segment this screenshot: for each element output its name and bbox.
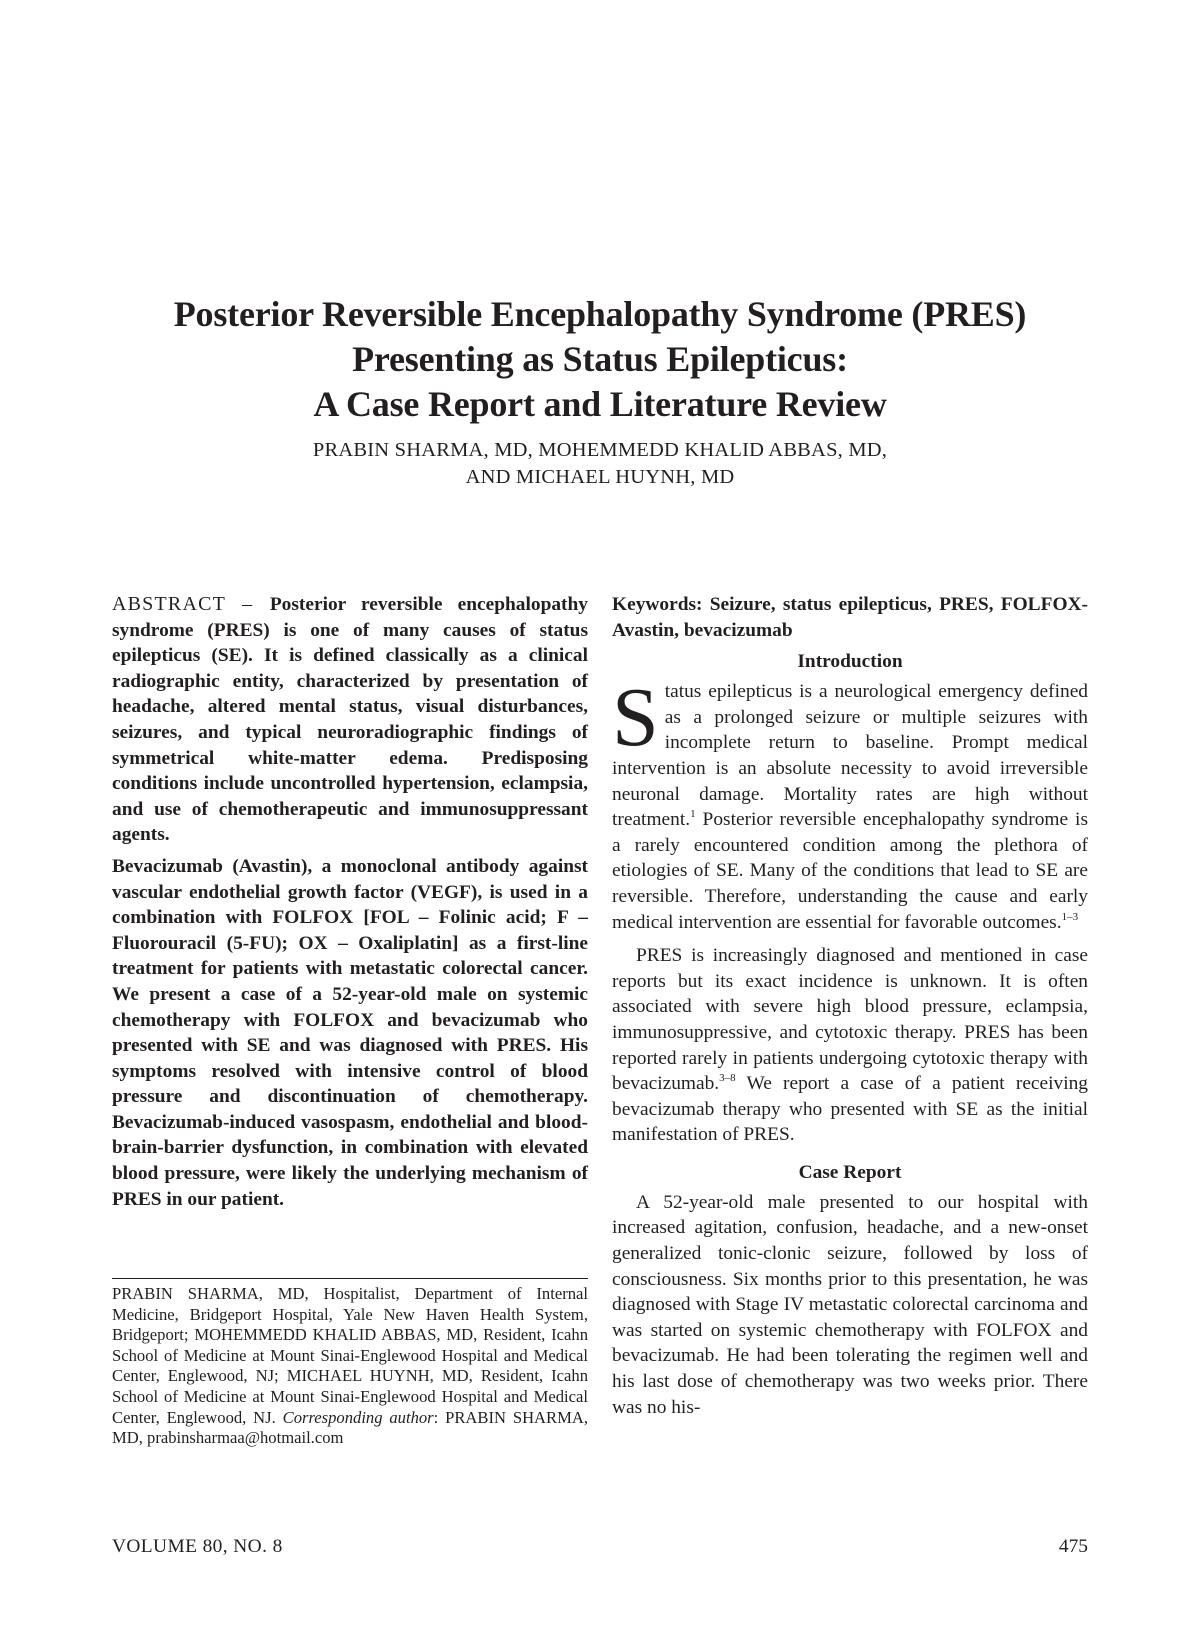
citation-ref: 1 xyxy=(690,808,696,821)
introduction-paragraph-2 xyxy=(612,943,1088,1148)
intro-text-2a: PRES is increasingly diagnosed and mentioned in case reports but its exact incidence is unknown. It is often associated with severe high blood pressure, eclampsia, immunosuppressive, and cytotoxic therapy. PRES has been reported rarely in patients undergoing cytotoxic therapy with bevacizumab. xyxy=(612,945,1088,1095)
abstract-paragraph-2: Bevacizumab (Avastin), a monoclonal antibody against vascular endothelial growth factor (VEGF), is used in a combination with FOLFOX [FOL – Folinic acid; F – Fluorouracil (5-FU); OX – Oxaliplatin] as a first-line treatment for patients with metastatic colorectal cancer. We present a case of a 52-year-old male on systemic chemotherapy with FOLFOX and bevacizumab who presented with SE and was diagnosed with PRES. His symptoms resolved with intensive control of blood pressure and discontinuation of chemotherapy. Bevacizumab-induced vasospasm, endothelial and blood-brain-barrier dysfunction, in combination with elevated blood pressure, were likely the underlying mechanism of PRES in our patient. xyxy=(112,855,588,1210)
introduction-paragraph-1 xyxy=(612,671,1088,935)
page-number: 475 xyxy=(1058,1536,1088,1557)
case-report-heading: Case Report xyxy=(798,1161,902,1183)
intro-text-1b: Posterior reversible encephalopathy syndrome is a rarely encountered condition among the plethora of etiologies of SE. Many of the conditions that lead to SE are reversible. Therefore, understanding the cause and early medical intervention are essential for favorable outcomes. xyxy=(612,809,1088,933)
abstract-label: ABSTRACT – xyxy=(112,593,270,615)
abstract-paragraph-1 xyxy=(112,592,588,848)
article-title xyxy=(100,292,1100,427)
title-line-3: A Case Report and Literature Review xyxy=(313,384,887,424)
abstract-text-1: Posterior reversible encephalopathy syndrome (PRES) is one of many causes of status epilepticus (SE). It is defined classically as a clinical radiographic entity, characterized by presentation of headache, altered mental status, visual disturbances, seizures, and typical neuroradiographic findings of symmetrical white-matter edema. Predisposing conditions include uncontrolled hypertension, eclampsia, and use of chemotherapeutic and immunosuppressant agents. xyxy=(112,594,588,846)
title-line-2: Presenting as Status Epilepticus: xyxy=(352,339,848,379)
intro-text-2b: We report a case of a patient receiving bevacizumab therapy who presented with SE as the initial manifestation of PRES. xyxy=(612,1073,1088,1146)
case-report-paragraph-1: A 52-year-old male presented to our hospital with increased agitation, confusion, headache, and a new-onset generalized tonic-clonic seizure, followed by loss of consciousness. Six months prior to this presentation, he was diagnosed with Stage IV metastatic colorectal carcinoma and was started on systemic chemotherapy with FOLFOX and bevacizumab. He had been tolerating the regimen well and his last dose of chemotherapy was two weeks prior. There was no his- xyxy=(612,1191,1088,1418)
left-column xyxy=(112,592,588,1218)
citation-ref: 3–8 xyxy=(719,1072,736,1085)
author-list xyxy=(100,437,1100,491)
title-line-1: Posterior Reversible Encephalopathy Syndrome (PRES) xyxy=(173,294,1027,334)
keywords: Keywords: Seizure, status epilepticus, PRES, FOLFOX-Avastin, bevacizumab xyxy=(612,594,1088,641)
affiliation-divider xyxy=(112,1278,588,1279)
authors-line-1: PRABIN SHARMA, MD, MOHEMMEDD KHALID ABBAS, MD, xyxy=(312,439,888,461)
citation-ref: 1–3 xyxy=(1061,910,1079,923)
intro-text-1a: tatus epilepticus is a neurological emergency defined as a prolonged seizure or multiple seizures with incomplete return to baseline. Prompt medical intervention is an absolute necessity to avoid irreversible neuronal damage. Mortality rates are high without treatment. xyxy=(612,681,1088,831)
author-affiliations xyxy=(112,1284,588,1449)
corresponding-author-label: Corresponding author xyxy=(282,1407,434,1427)
introduction-heading: Introduction xyxy=(797,651,903,673)
affiliation-text: PRABIN SHARMA, MD, Hospitalist, Department of Internal Medicine, Bridgeport Hospital, Yale New Haven Health System, Bridgeport; MOHEMMEDD KHALID ABBAS, MD, Resident, Icahn School of Medicine at Mount Sinai-Englewood Hospital and Medical Center, Englewood, NJ; MICHAEL HUYNH, MD, Resident, Icahn School of Medicine at Mount Sinai-Englewood Hospital and Medical Center, Englewood, NJ. xyxy=(112,1284,588,1427)
corresponding-author-text: : PRABIN SHARMA, MD, prabinsharmaa@hotmail.com xyxy=(112,1407,588,1448)
right-column xyxy=(612,592,1088,1428)
volume-info: VOLUME 80, NO. 8 xyxy=(112,1536,283,1557)
authors-line-2: AND MICHAEL HUYNH, MD xyxy=(465,466,735,488)
drop-cap: S xyxy=(612,671,659,765)
